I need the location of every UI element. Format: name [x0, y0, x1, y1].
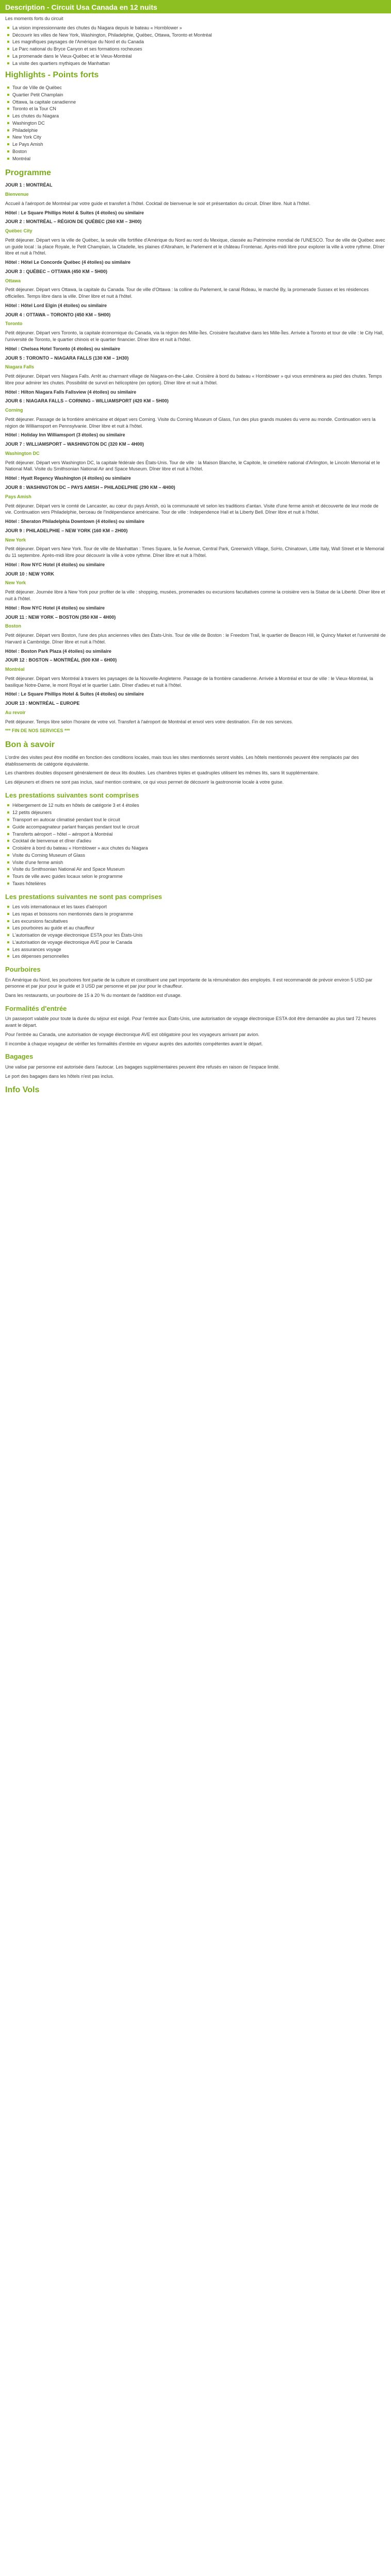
day-text: Petit déjeuner. Passage de la frontière américaine et départ vers Corning. Visite du Corning Museum of Glass, l'un des plus grands musées du verre au monde. Continuation vers la région de Williamsport en Pennsylvanie. Dîner libre et nuit à l'hôtel.	[5, 416, 376, 429]
day-block	[5, 441, 386, 482]
list-item: Hébergement de 12 nuits en hôtels de catégorie 3 et 4 étoiles	[5, 802, 386, 809]
list-item: Quartier Petit Champlain	[5, 92, 386, 98]
day-text: Petit déjeuner. Départ vers Ottawa, la capitale du Canada. Tour de ville d'Ottawa : la colline du Parlement, le canal Rideau, le marché By, la promenade Sussex et les résidences officielles. Temps libre dans la ville. Dîner libre et nuit à l'hôtel.	[5, 287, 369, 299]
day-block	[5, 182, 386, 216]
day-text: Accueil à l'aéroport de Montréal par votre guide et transfert à l'hôtel. Cocktail de bienvenue le soir et présentation du circuit. Dîner libre. Nuit à l'hôtel.	[5, 200, 311, 206]
list-item: Visite du Corning Museum of Glass	[5, 852, 386, 859]
list-item: Philadelphie	[5, 127, 386, 134]
day-hotel-note: Hôtel : Boston Park Plaza (4 étoiles) ou similaire	[5, 648, 112, 654]
day-title: JOUR 6 : NIAGARA FALLS – CORNING – WILLIAMSPORT (420 KM – 5H00)	[5, 398, 169, 404]
day-title: JOUR 4 : OTTAWA – TORONTO (450 KM – 5H00)	[5, 312, 111, 317]
paragraph: En Amérique du Nord, les pourboires font partie de la culture et constituent une part importante de la rémunération des employés. Il est recommandé de prévoir environ 5 USD par personne et par jour pour le guide et 3 USD par personne et par jour pour le chauffeur.	[5, 977, 372, 989]
list-item: Découvrir les villes de New York, Washington, Philadelphie, Québec, Ottawa, Toronto et Montréal	[5, 32, 386, 39]
day-subtitle: Ottawa	[5, 278, 21, 283]
day-text: Petit déjeuner. Départ vers Montréal à travers les paysages de la Nouvelle-Angleterre. Passage de la frontière canadienne. Arrivée à Montréal et tour de ville : le Vieux-Montréal, la basilique Notre-Dame, le mont Royal et le quartier Latin. Dîner d'adieu et nuit à l'hôtel.	[5, 675, 373, 688]
included-title: Les prestations suivantes sont comprises	[5, 791, 139, 799]
info-vols-title: Info Vols	[5, 1086, 40, 1095]
day-block	[5, 218, 386, 266]
day-title: JOUR 5 : TORONTO – NIAGARA FALLS (130 KM – 1H30)	[5, 355, 129, 361]
highlights-section	[5, 70, 386, 162]
day-hotel-note: Hôtel : Holiday Inn Williamsport (3 étoiles) ou similaire	[5, 432, 125, 438]
day-subtitle: Corning	[5, 408, 23, 413]
day-subtitle: Au revoir	[5, 709, 26, 715]
list-item: Visite d'une ferme amish	[5, 859, 386, 866]
formalites-section	[5, 1004, 386, 1047]
main-content	[0, 13, 391, 1096]
day-subtitle: Niagara Falls	[5, 364, 35, 370]
programme-section	[5, 167, 386, 735]
highlights-title: Highlights - Points forts	[5, 71, 99, 80]
day-text: Petit déjeuner. Départ vers New York. Tour de ville de Manhattan : Times Square, la 5e Avenue, Central Park, Greenwich Village, SoHo, Chinatown, Little Italy, Wall Street et le Memorial du 11 septembre. Après-midi libre pour découvrir la ville à votre rythme. Dîner libre et nuit à l'hôtel.	[5, 546, 384, 558]
paragraph: Un passeport valable pour toute la durée du séjour est exigé. Pour l'entrée aux États-Unis, une autorisation de voyage électronique ESTA doit être demandée au plus tard 72 heures avant le départ.	[5, 1016, 376, 1028]
paragraph: Le port des bagages dans les hôtels n'est pas inclus.	[5, 1073, 114, 1079]
list-item: Le Parc national du Bryce Canyon et ses formations rocheuses	[5, 46, 386, 53]
day-subtitle: Boston	[5, 623, 21, 629]
paragraph: Les chambres doubles disposent généralement de deux lits doubles. Les chambres triples et quadruples utilisent les mêmes lits, sans lit supplémentaire.	[5, 770, 319, 776]
day-block	[5, 484, 386, 525]
day-text: Petit déjeuner. Départ vers la ville de Québec, la seule ville fortifiée d'Amérique du Nord au nord du Mexique, classée au Patrimoine mondial de l'UNESCO. Tour de ville de Québec avec un guide local : la place Royale, le Petit Champlain, la Citadelle, les plaines d'Abraham, le Parlement et le château Frontenac. Après-midi libre pour explorer la ville à votre rythme. Dîner libre et nuit à l'hôtel.	[5, 237, 385, 256]
day-text: Petit déjeuner. Temps libre selon l'horaire de votre vol. Transfert à l'aéroport de Montréal et envol vers votre destination. Fin de nos services.	[5, 719, 294, 724]
formalites-title: Formalités d'entrée	[5, 1004, 67, 1012]
list-item: La visite des quartiers mythiques de Manhattan	[5, 60, 386, 67]
highlights-list	[5, 84, 386, 162]
day-title: JOUR 7 : WILLIAMSPORT – WASHINGTON DC (320 KM – 4H00)	[5, 442, 144, 447]
bagages-title: Bagages	[5, 1053, 34, 1061]
day-block	[5, 268, 386, 309]
day-subtitle: New York	[5, 537, 26, 543]
day-text: Petit déjeuner. Départ vers le comté de Lancaster, au cœur du pays Amish, où la communauté vit selon les traditions d'antan. Visite d'une ferme amish et découverte de leur mode de vie. Continuation vers Philadelphie, berceau de l'indépendance américaine. Tour de ville : Independence Hall et la Liberty Bell. Dîner libre et nuit à l'hôtel.	[5, 503, 379, 515]
day-block	[5, 657, 386, 698]
list-item: Tour de Ville de Québec	[5, 84, 386, 91]
day-hotel-note: Hôtel : Le Square Phillips Hotel & Suites (4 étoiles) ou similaire	[5, 691, 144, 697]
day-block	[5, 700, 386, 725]
end-of-services: *** FIN DE NOS SERVICES ***	[5, 728, 70, 734]
day-subtitle: Montréal	[5, 667, 25, 672]
list-item: Guide accompagnateur parlant français pendant tout le circuit	[5, 824, 386, 831]
list-item: Transferts aéroport – hôtel – aéroport à Montréal	[5, 831, 386, 838]
programme-title: Programme	[5, 168, 51, 177]
intro-section	[5, 15, 386, 66]
day-block	[5, 571, 386, 612]
paragraph: Une valise par personne est autorisée dans l'autocar. Les bagages supplémentaires peuvent être refusés en raison de l'espace limité.	[5, 1064, 280, 1070]
day-block	[5, 355, 386, 396]
day-hotel-note: Hôtel : Hilton Niagara Falls Fallsview (4 étoiles) ou similaire	[5, 389, 137, 395]
list-item: Washington DC	[5, 120, 386, 127]
day-subtitle: Washington DC	[5, 450, 40, 456]
day-text: Petit déjeuner. Départ vers Washington DC, la capitale fédérale des États-Unis. Tour de ville : la Maison Blanche, le Capitole, le cimetière national d'Arlington, le Lincoln Memorial et le National Mall. Visite du Smithsonian National Air and Space Museum. Dîner libre et nuit à l'hôtel.	[5, 460, 380, 472]
day-hotel-note: Hôtel : Hôtel Lord Elgin (4 étoiles) ou similaire	[5, 302, 107, 308]
day-hotel-note: Hôtel : Chelsea Hotel Toronto (4 étoiles) ou similaire	[5, 346, 120, 351]
day-text: Petit déjeuner. Départ vers Boston, l'une des plus anciennes villes des États-Unis. Tour de ville de Boston : le Freedom Trail, le quartier de Beacon Hill, le Quincy Market et l'université de Harvard à Cambridge. Dîner libre et nuit à l'hôtel.	[5, 633, 386, 645]
banner-title: Description - Circuit Usa Canada en 12 nuits	[5, 3, 157, 11]
list-item: Les excursions facultatives	[5, 918, 386, 925]
paragraph: Pour l'entrée au Canada, une autorisation de voyage électronique AVE est obligatoire pour les voyageurs arrivant par avion.	[5, 1031, 259, 1037]
list-item: Les chutes du Niagara	[5, 113, 386, 120]
day-hotel-note: Hôtel : Le Square Phillips Hotel & Suites (4 étoiles) ou similaire	[5, 210, 144, 215]
day-hotel-note: Hôtel : Hyatt Regency Washington (4 étoiles) ou similaire	[5, 476, 131, 481]
list-item: Tours de ville avec guides locaux selon le programme	[5, 873, 386, 880]
page-banner	[0, 0, 391, 13]
day-hotel-note: Hôtel : Row NYC Hotel (4 étoiles) ou similaire	[5, 605, 105, 611]
list-item: La promenade dans le Vieux-Québec et le Vieux-Montréal	[5, 53, 386, 60]
paragraph: Les déjeuners et dîners ne sont pas inclus, sauf mention contraire, ce qui vous permet de découvrir la gastronomie locale à votre guise.	[5, 779, 284, 785]
day-block	[5, 312, 386, 352]
day-title: JOUR 2 : MONTRÉAL – RÉGION DE QUÉBEC (260 KM – 3H00)	[5, 219, 142, 225]
bagages-section	[5, 1052, 386, 1079]
list-item: New York City	[5, 134, 386, 141]
list-item: Les assurances voyage	[5, 946, 386, 953]
list-item: Cocktail de bienvenue et dîner d'adieu	[5, 838, 386, 844]
day-title: JOUR 11 : NEW YORK – BOSTON (350 KM – 4H00)	[5, 614, 116, 620]
day-title: JOUR 13 : MONTRÉAL – EUROPE	[5, 701, 80, 706]
list-item: Le Pays Amish	[5, 141, 386, 148]
list-item: Les magnifiques paysages de l'Amérique du Nord et du Canada	[5, 39, 386, 45]
included-list	[5, 802, 386, 887]
paragraph: Dans les restaurants, un pourboire de 15 à 20 % du montant de l'addition est d'usage.	[5, 993, 182, 998]
list-item: Montréal	[5, 156, 386, 162]
pourboires-section	[5, 965, 386, 999]
day-title: JOUR 9 : PHILADELPHIE – NEW YORK (160 KM – 2H00)	[5, 528, 128, 533]
paragraph: L'ordre des visites peut être modifié en fonction des conditions locales, mais tous les sites mentionnés seront visités. Les hôtels mentionnés peuvent être remplacés par des établissements de catégorie équivalente.	[5, 754, 359, 767]
not-included-section	[5, 892, 386, 960]
bon-a-savoir-title: Bon à savoir	[5, 740, 55, 750]
intro-text: Les moments forts du circuit	[5, 16, 63, 21]
list-item: La vision impressionnante des chutes du Niagara depuis le bateau « Hornblower »	[5, 25, 386, 31]
list-item: Ottawa, la capitale canadienne	[5, 99, 386, 106]
day-hotel-note: Hôtel : Row NYC Hotel (4 étoiles) ou similaire	[5, 562, 105, 567]
not-included-list	[5, 904, 386, 960]
list-item: Toronto et la Tour CN	[5, 106, 386, 112]
day-subtitle: New York	[5, 580, 26, 586]
day-hotel-note: Hôtel : Hôtel Le Concorde Québec (4 étoiles) ou similaire	[5, 260, 131, 265]
included-section	[5, 791, 386, 887]
list-item: Visite du Smithsonian National Air and Space Museum	[5, 866, 386, 873]
not-included-title: Les prestations suivantes ne sont pas comprises	[5, 892, 162, 901]
list-item: Taxes hôtelières	[5, 880, 386, 887]
day-block	[5, 614, 386, 655]
day-subtitle: Toronto	[5, 321, 23, 327]
day-title: JOUR 12 : BOSTON – MONTRÉAL (500 KM – 6H00)	[5, 657, 117, 663]
day-title: JOUR 1 : MONTRÉAL	[5, 182, 53, 188]
list-item: Boston	[5, 148, 386, 155]
day-title: JOUR 3 : QUÉBEC – OTTAWA (450 KM – 5H00)	[5, 268, 108, 274]
list-item: Les dépenses personnelles	[5, 953, 386, 960]
day-text: Petit déjeuner. Journée libre à New York pour profiter de la ville : shopping, musées, promenades ou excursions facultatives comme la croisière vers la Statue de la Liberté. Dîner libre et nuit à l'hôtel.	[5, 589, 385, 601]
list-item: Les repas et boissons non mentionnés dans le programme	[5, 911, 386, 918]
day-text: Petit déjeuner. Départ vers Niagara Falls. Arrêt au charmant village de Niagara-on-the-Lake. Croisière à bord du bateau « Hornblower » qui vous emmènera au pied des chutes. Temps libre pour admirer les chutes. Possibilité de survol en hélicoptère (en option). Dîner libre et nuit à l'hôtel.	[5, 374, 382, 385]
list-item: L'autorisation de voyage électronique ESTA pour les États-Unis	[5, 932, 386, 939]
list-item: Croisière à bord du bateau « Hornblower » aux chutes du Niagara	[5, 845, 386, 852]
day-subtitle: Québec City	[5, 228, 32, 234]
list-item: Les pourboires au guide et au chauffeur	[5, 925, 386, 931]
bon-a-savoir-section	[5, 739, 386, 786]
day-subtitle: Pays Amish	[5, 494, 31, 499]
paragraph: Il incombe à chaque voyageur de vérifier les formalités d'entrée en vigueur auprès des autorités compétentes avant le départ.	[5, 1041, 263, 1046]
day-subtitle: Bienvenue	[5, 191, 29, 197]
list-item: Les vols internationaux et les taxes d'aéroport	[5, 904, 386, 910]
day-block	[5, 528, 386, 568]
day-text: Petit déjeuner. Départ vers Toronto, la capitale économique du Canada, via la région des Mille-Îles. Croisière facultative dans les Mille-Îles. Arrivée à Toronto et tour de ville : le City Hall, l'université de Toronto, le quartier chinois et le quartier financier. Dîner libre et nuit à l'hôtel.	[5, 330, 384, 342]
list-item: 12 petits déjeuners	[5, 809, 386, 816]
day-title: JOUR 10 : NEW YORK	[5, 571, 54, 577]
day-hotel-note: Hôtel : Sheraton Philadelphia Downtown (4 étoiles) ou similaire	[5, 519, 145, 524]
day-title: JOUR 8 : WASHINGTON DC – PAYS AMISH – PHILADELPHIE (290 KM – 4H00)	[5, 485, 175, 490]
intro-list	[5, 25, 386, 67]
list-item: L'autorisation de voyage électronique AVE pour le Canada	[5, 939, 386, 946]
list-item: Transport en autocar climatisé pendant tout le circuit	[5, 817, 386, 823]
day-block	[5, 398, 386, 438]
info-vols-section	[5, 1084, 386, 1096]
pourboires-title: Pourboires	[5, 965, 41, 974]
